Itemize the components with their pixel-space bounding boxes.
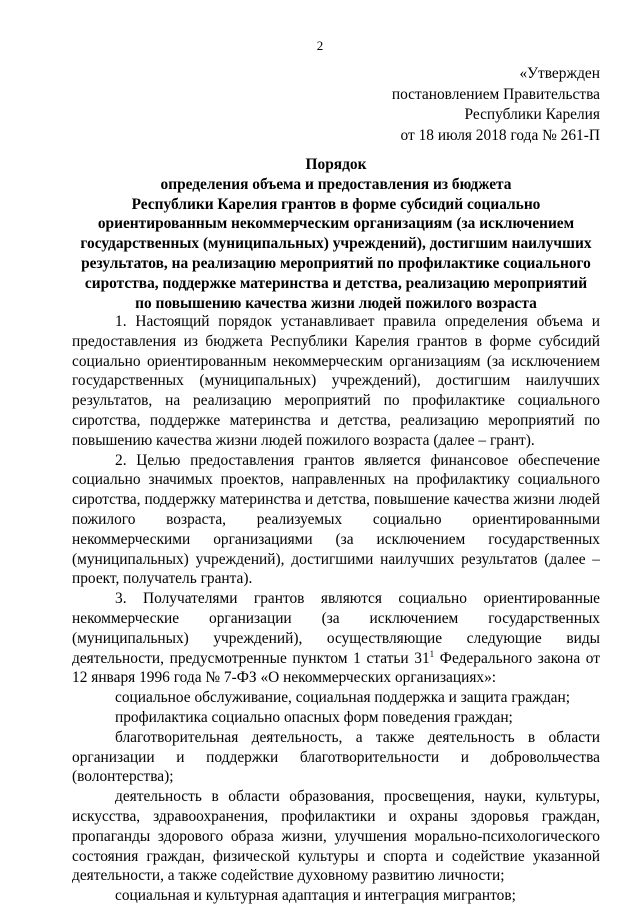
paragraph-3 [72,589,600,688]
approval-line: от 18 июля 2018 года № 261-П [400,126,600,144]
approval-line: Республики Карелия [464,106,600,123]
list-item-charity: благотворительная деятельность, а также деятельность в области организации и поддержки благотворительности и добровольчества (волонтерства); [72,728,600,786]
paragraph-1: 1. Настоящий порядок устанавливает правила определения объема и предоставления из бюджета Республики Карелия грантов в форме субсидий социально ориентированным некоммерческим организациям (за исключением государственных (муниципальных) учреждений), достигшим наилучших результатов, на реализацию мероприятий по профилактике социального сиротства, поддержке материнства и детства, реализацию мероприятий по повышению качества жизни людей пожилого возраста (далее – грант). [72,313,600,449]
approval-line: «Утвержден [519,65,600,82]
paragraph-2: 2. Целью предоставления грантов является финансовое обеспечение социально значимых проектов, направленных на профилактику социального сиротства, поддержку материнства и детства, повышение качества жизни людей пожилого возраста, реализуемых социально ориентированными некоммерческими организациями (за исключением государственных (муниципальных) учреждений), достигшими наилучших результатов (далее – проект, получатель гранта). [72,451,600,588]
title-line: сиротства, поддержке материнства и детства, реализацию мероприятий [84,274,588,292]
approval-stamp [392,64,600,146]
title-line: определения объема и предоставления из бюджета [160,175,512,193]
title-line: результатов, на реализацию мероприятий по профилактике социального [81,254,591,272]
title-line: по повышению качества жизни людей пожилого возраста [135,294,537,312]
title-line: государственных (муниципальных) учреждений), достигшим наилучших [80,235,592,253]
list-item-social-service: социальное обслуживание, социальная поддержка и защита граждан; [115,689,570,707]
paragraph-3-text-cont: Федерального закона от 12 января 1996 года № 7-ФЗ «О некоммерческих организациях»: [72,649,600,687]
document-title [72,155,600,313]
document-body [72,312,600,906]
page-number: 2 [316,38,324,53]
list-item-prevention: профилактика социально опасных форм поведения граждан; [115,708,513,726]
title-line: Порядок [305,156,367,173]
approval-line: постановлением Правительства [391,85,600,103]
list-item-education-culture: деятельность в области образования, просвещения, науки, культуры, искусства, здравоохранения, профилактики и охраны здоровья граждан, пропаганды здорового образа жизни, улучшения морально-психологического состояния граждан, физической культуры и спорта и содействие указанной деятельности, а также содействие духовному развитию личности; [72,788,600,885]
list-item-migrants: социальная и культурная адаптация и интеграция мигрантов; [115,887,516,905]
paragraph-3-text: 3. Получателями грантов являются социально ориентированные некоммерческие организации (за исключением государственных (муниципальных) учреждений), осуществляющие следующие виды деятельности, предусмотренные пунктом 1 статьи 31 [72,590,600,667]
title-line: Республики Карелия грантов в форме субсидий социально [131,195,541,213]
title-line: ориентированным некоммерческим организациям (за исключением [97,215,575,233]
footnote-superscript: 1 [429,648,435,659]
